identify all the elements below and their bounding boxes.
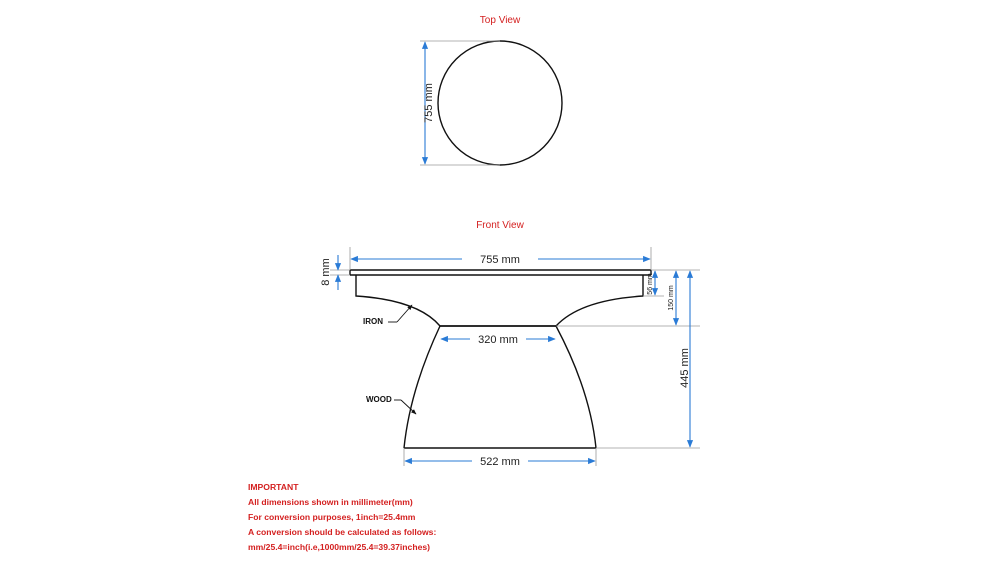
total-height-label: 445 mm: [679, 348, 691, 388]
notes-line-4: mm/25.4=inch(i.e,1000mm/25.4=39.37inches): [248, 542, 431, 552]
wood-base-right: [556, 326, 596, 448]
wood-leader-arrow: [401, 400, 416, 414]
top-width-label: 755 mm: [480, 254, 520, 266]
iron-material-label: IRON: [363, 317, 383, 326]
slab-thickness-label: 8 mm: [320, 258, 332, 286]
base-width-label: 522 mm: [480, 456, 520, 468]
top-view-title: Top View: [479, 15, 521, 26]
iron-leader-arrow: [397, 305, 412, 322]
front-view-title: Front View: [476, 220, 524, 231]
important-notes: [248, 480, 436, 555]
iron-bowl-outline: [356, 275, 643, 326]
notes-line-2: For conversion purposes, 1inch=25.4mm: [248, 512, 416, 522]
top-diameter-label: 755 mm: [423, 83, 435, 123]
neck-width-label: 320 mm: [478, 334, 518, 346]
top-view-circle: [438, 41, 562, 165]
wood-material-label: WOOD: [366, 395, 392, 404]
iron-height-label: 150 mm: [668, 285, 675, 311]
notes-line-1: All dimensions shown in millimeter(mm): [248, 497, 413, 507]
notes-heading: IMPORTANT: [248, 482, 299, 492]
rim-height-label: 56 mm: [647, 273, 654, 295]
wood-base-left: [404, 326, 440, 448]
notes-line-3: A conversion should be calculated as follows:: [248, 527, 437, 537]
